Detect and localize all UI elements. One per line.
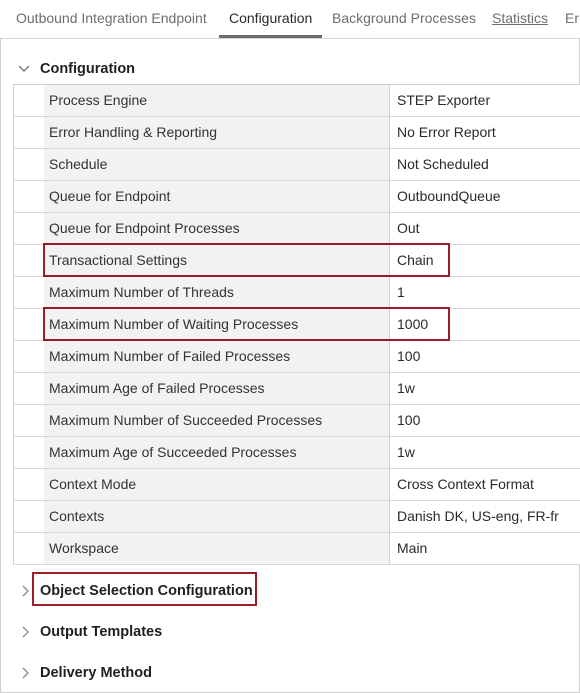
- configuration-section-title: Configuration: [40, 61, 136, 77]
- row-gutter[interactable]: [13, 501, 45, 532]
- tab-outbound-integration-endpoint[interactable]: Outbound Integration Endpoint: [16, 10, 207, 26]
- delivery-method-section-header[interactable]: [0, 658, 580, 688]
- property-value[interactable]: 1000: [391, 309, 580, 340]
- row-gutter[interactable]: [13, 533, 45, 564]
- row-gutter[interactable]: [13, 213, 45, 244]
- table-row[interactable]: [13, 373, 580, 405]
- row-gutter[interactable]: [13, 405, 45, 436]
- property-name: Maximum Number of Threads: [44, 277, 390, 308]
- property-name: Contexts: [44, 501, 390, 532]
- property-name: Error Handling & Reporting: [44, 117, 390, 148]
- property-value[interactable]: 1w: [391, 437, 580, 468]
- tab-statistics-label: Statistics: [492, 10, 549, 26]
- table-row[interactable]: [13, 149, 580, 181]
- table-row[interactable]: [13, 117, 580, 149]
- table-row[interactable]: [13, 405, 580, 437]
- property-name: Queue for Endpoint: [44, 181, 390, 212]
- tab-overflow[interactable]: Er: [565, 10, 579, 26]
- property-value[interactable]: Danish DK, US-eng, FR-fr: [391, 501, 580, 532]
- property-value[interactable]: No Error Report: [391, 117, 580, 148]
- tab-bar: [0, 0, 580, 39]
- row-gutter[interactable]: [13, 117, 45, 148]
- property-value[interactable]: STEP Exporter: [391, 85, 580, 116]
- property-name: Maximum Age of Succeeded Processes: [44, 437, 390, 468]
- configuration-section-header[interactable]: [0, 54, 580, 84]
- chevron-down-icon[interactable]: [17, 54, 31, 84]
- property-name: Transactional Settings: [44, 245, 390, 276]
- property-value[interactable]: Main: [391, 533, 580, 564]
- property-value[interactable]: Out: [391, 213, 580, 244]
- property-name: Queue for Endpoint Processes: [44, 213, 390, 244]
- property-name: Schedule: [44, 149, 390, 180]
- property-name: Context Mode: [44, 469, 390, 500]
- row-gutter[interactable]: [13, 469, 45, 500]
- property-name: Workspace: [44, 533, 390, 564]
- table-row[interactable]: [13, 213, 580, 245]
- table-row[interactable]: [13, 533, 580, 565]
- property-value[interactable]: OutboundQueue: [391, 181, 580, 212]
- table-row[interactable]: [13, 85, 580, 117]
- row-gutter[interactable]: [13, 341, 45, 372]
- property-name: Maximum Number of Waiting Processes: [44, 309, 390, 340]
- table-row[interactable]: [13, 469, 580, 501]
- object-selection-section-header[interactable]: [0, 576, 580, 606]
- property-value[interactable]: Not Scheduled: [391, 149, 580, 180]
- table-row[interactable]: [13, 245, 580, 277]
- table-row[interactable]: [13, 341, 580, 373]
- property-name: Maximum Age of Failed Processes: [44, 373, 390, 404]
- table-row[interactable]: [13, 437, 580, 469]
- tab-background-processes[interactable]: Background Processes: [332, 10, 476, 26]
- property-value[interactable]: 1w: [391, 373, 580, 404]
- object-selection-section-title: Object Selection Configuration: [40, 583, 253, 599]
- configuration-table: [13, 84, 580, 565]
- row-gutter[interactable]: [13, 309, 45, 340]
- table-row[interactable]: [13, 181, 580, 213]
- tab-statistics[interactable]: [492, 0, 548, 38]
- property-name: Maximum Number of Succeeded Processes: [44, 405, 390, 436]
- table-row[interactable]: [13, 309, 580, 341]
- tab-configuration[interactable]: Configuration: [229, 0, 312, 38]
- property-name: Maximum Number of Failed Processes: [44, 341, 390, 372]
- row-gutter[interactable]: [13, 181, 45, 212]
- output-templates-section-header[interactable]: [0, 617, 580, 647]
- row-gutter[interactable]: [13, 245, 45, 276]
- row-gutter[interactable]: [13, 149, 45, 180]
- property-value[interactable]: Chain: [391, 245, 580, 276]
- chevron-right-icon[interactable]: [19, 576, 33, 606]
- table-row[interactable]: [13, 501, 580, 533]
- row-gutter[interactable]: [13, 277, 45, 308]
- property-value[interactable]: 100: [391, 405, 580, 436]
- table-row[interactable]: [13, 277, 580, 309]
- row-gutter[interactable]: [13, 85, 45, 116]
- row-gutter[interactable]: [13, 373, 45, 404]
- delivery-method-section-title: Delivery Method: [40, 665, 152, 681]
- property-name: Process Engine: [44, 85, 390, 116]
- property-value[interactable]: 100: [391, 341, 580, 372]
- property-value[interactable]: 1: [391, 277, 580, 308]
- chevron-right-icon[interactable]: [19, 617, 33, 647]
- row-gutter[interactable]: [13, 437, 45, 468]
- output-templates-section-title: Output Templates: [40, 624, 163, 640]
- property-value[interactable]: Cross Context Format: [391, 469, 580, 500]
- chevron-right-icon[interactable]: [19, 658, 33, 688]
